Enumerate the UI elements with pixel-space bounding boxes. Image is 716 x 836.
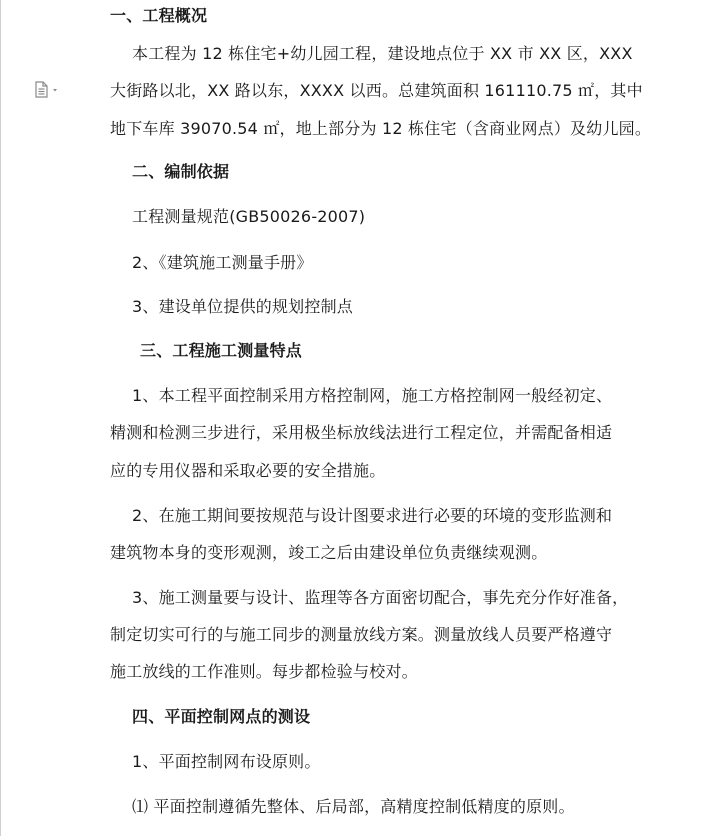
section-heading: 二、编制依据	[132, 162, 230, 181]
paragraph-line: 应的专用仪器和采取必要的安全措施。	[110, 461, 386, 480]
paragraph-line: ⑴ 平面控制遵循先整体、后局部，高精度控制低精度的原则。	[132, 797, 575, 816]
paragraph-line: 3、建设单位提供的规划控制点	[132, 297, 353, 316]
paragraph-line: 建筑物本身的变形观测，竣工之后由建设单位负责继续观测。	[110, 543, 548, 562]
paragraph-line: 工程测量规范(GB50026-2007)	[132, 207, 366, 226]
paragraph-line: 本工程为 12 栋住宅+幼儿园工程，建设地点位于 XX 市 XX 区，XXX	[132, 44, 633, 63]
paragraph-line: 1、平面控制网布设原则。	[132, 752, 321, 771]
paragraph-line: 制定切实可行的与施工同步的测量放线方案。测量放线人员要严格遵守	[110, 625, 613, 644]
page-left-edge	[0, 0, 1, 836]
section-heading: 三、工程施工测量特点	[140, 341, 303, 360]
paragraph-line: 地下车库 39070.54 ㎡，地上部分为 12 栋住宅（含商业网点）及幼儿园。	[110, 119, 652, 138]
paragraph-line: 2、在施工期间要按规范与设计图要求进行必要的环境的变形监测和	[132, 506, 613, 525]
section-heading: 一、工程概况	[110, 6, 208, 25]
document-options-icon	[34, 81, 64, 99]
paragraph-line: 大街路以北，XX 路以东，XXXX 以西。总建筑面积 161110.75 ㎡，其中	[110, 81, 643, 100]
paragraph-line: 施工放线的工作准则。每步都检验与校对。	[110, 662, 418, 681]
section-heading: 四、平面控制网点的测设	[132, 707, 311, 726]
paragraph-line: 1、本工程平面控制采用方格控制网，施工方格控制网一般经初定、	[132, 386, 613, 405]
paragraph-line: 2、《建筑施工测量手册》	[132, 253, 313, 272]
document-options-button[interactable]	[34, 81, 64, 99]
paragraph-line: 3、施工测量要与设计、监理等各方面密切配合，事先充分作好准备，	[132, 588, 629, 607]
paragraph-line: 精测和检测三步进行，采用极坐标放线法进行工程定位，并需配备相适	[110, 423, 613, 442]
